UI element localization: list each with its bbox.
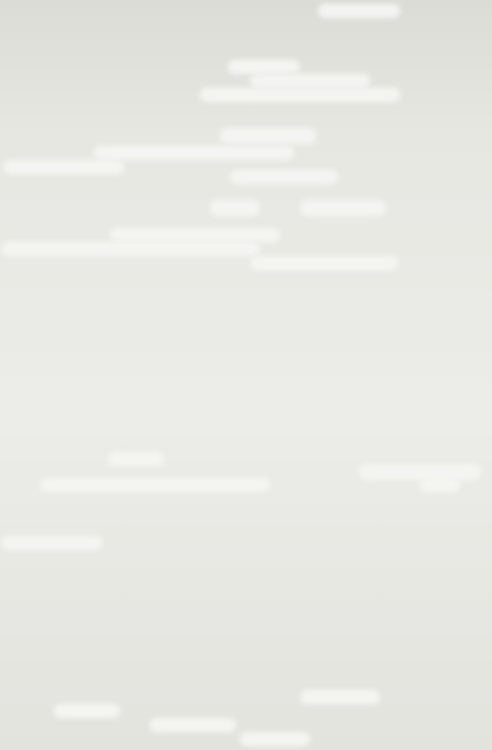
redaction-blur [2,536,102,550]
redaction-blur [54,704,120,718]
redaction-blur [200,88,400,102]
redaction-blur [360,464,480,480]
redaction-blur [220,128,316,144]
redaction-blur [250,74,370,88]
redaction-blur [318,4,400,18]
redaction-blur [40,478,270,492]
redaction-blur [230,170,338,184]
redaction-blur [250,256,398,270]
redaction-blur [210,200,260,216]
redaction-blur [94,146,294,160]
redaction-blur [150,718,236,732]
redaction-blur [240,732,310,746]
redaction-blur [110,228,280,242]
redaction-blur [300,690,380,704]
redaction-blur [108,452,164,466]
redaction-blur [2,242,260,256]
redaction-blur [4,160,124,174]
redaction-blur [228,60,300,74]
redaction-blur [420,478,460,492]
redaction-blur [300,200,386,216]
